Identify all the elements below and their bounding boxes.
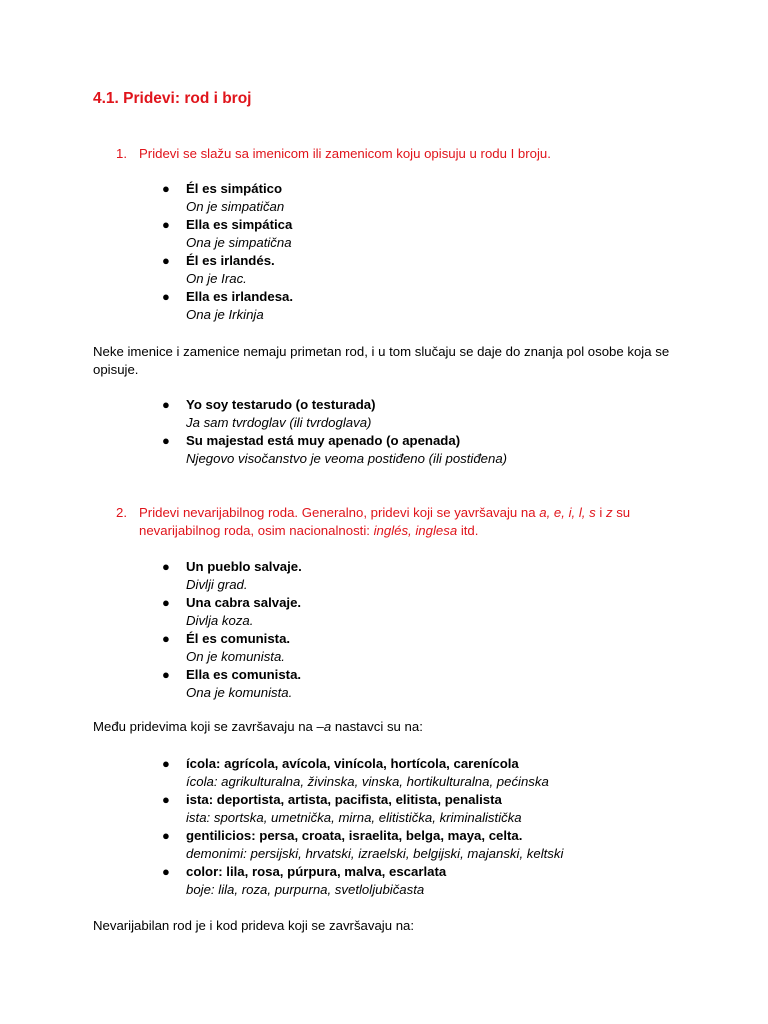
paragraph-text-part: Među pridevima koji se završavaju na – [93,719,324,734]
bullet-icon: ● [162,595,170,610]
spanish-example: color: lila, rosa, púrpura, malva, escarlata [186,864,447,879]
section-2-text-part: i [595,505,606,520]
serbian-translation: On je komunista. [186,649,285,664]
spanish-example: Él es simpático [186,181,283,196]
section-1-text: Pridevi se slažu sa imenicom ili zamenicom koju opisuju u rodu I broju. [139,146,551,161]
serbian-translation: Divlja koza. [186,613,254,628]
section-2-text-part: itd. [457,523,479,538]
spanish-example: Él es irlandés. [186,253,275,268]
section-2-examples [162,558,722,702]
spanish-example: Él es comunista. [186,631,291,646]
bullet-icon: ● [162,667,170,682]
spanish-example: Una cabra salvaje. [186,595,302,610]
section-1-number: 1. [116,146,127,161]
paragraph-text-part: nastavci su na: [331,719,423,734]
bullet-icon: ● [162,631,170,646]
suffix-emphasis: a [323,719,332,734]
list-item [162,594,722,630]
bullet-icon: ● [162,792,170,807]
list-item [162,791,722,827]
section-2-number: 2. [116,505,127,520]
spanish-example: Un pueblo salvaje. [186,559,302,574]
nationality-example: inglés, inglesa [373,523,458,538]
serbian-translation: boje: lila, roza, purpurna, svetloljubičasta [186,882,425,897]
bullet-icon: ● [162,433,170,448]
spanish-example: ícola: agrícola, avícola, vinícola, hortícola, carenícola [186,756,519,771]
serbian-translation: Ona je simpatična [186,235,292,250]
serbian-translation: ícola: agrikulturalna, živinska, vinska, hortikulturalna, pećinska [186,774,549,789]
serbian-translation: Ona je komunista. [186,685,293,700]
paragraph-gender: Neke imenice i zamenice nemaju primetan rod, i u tom slučaju se daje do znanja pol osobe koja se opisuje. [93,344,670,377]
list-item [162,288,722,324]
bullet-icon: ● [162,217,170,232]
spanish-example: Ella es irlandesa. [186,289,294,304]
bullet-icon: ● [162,864,170,879]
list-item [162,827,722,863]
section-2-text-part: Pridevi nevarijabilnog roda. Generalno, pridevi koji se yavršavaju na [139,505,540,520]
section-2-text-part: su nevarijabilnog roda, osim nacionalnosti: [139,505,631,538]
bullet-icon: ● [162,289,170,304]
list-item [162,558,722,594]
letters-emphasis: a, e, i, l, s [539,505,596,520]
spanish-example: Ella es comunista. [186,667,302,682]
serbian-translation: Divlji grad. [186,577,248,592]
section-2-heading [116,504,676,540]
section-2-text [139,504,676,540]
serbian-translation: demonimi: persijski, hrvatski, izraelski, belgijski, majanski, keltski [186,846,564,861]
list-item [162,180,722,216]
spanish-example: gentilicios: persa, croata, israelita, belga, maya, celta. [186,828,523,843]
suffix-examples [162,755,722,899]
list-item [162,666,722,702]
gender-examples [162,396,722,468]
section-1-examples [162,180,722,324]
list-item [162,216,722,252]
spanish-example: ista: deportista, artista, pacifista, elitista, penalista [186,792,502,807]
spanish-example: Yo soy testarudo (o testurada) [186,397,376,412]
section-1-heading [116,145,676,163]
list-item [162,396,722,432]
paragraph-invariable: Nevarijabilan rod je i kod prideva koji se završavaju na: [93,918,415,933]
serbian-translation: Ja sam tvrdoglav (ili tvrdoglava) [186,415,372,430]
letter-z-emphasis: z [605,505,613,520]
list-item [162,863,722,899]
page-title: 4.1. Pridevi: rod i broj [93,90,252,107]
serbian-translation: Njegovo visočanstvo je veoma postiđeno (ili postiđena) [186,451,508,466]
list-item [162,432,722,468]
list-item [162,252,722,288]
bullet-icon: ● [162,756,170,771]
bullet-icon: ● [162,828,170,843]
bullet-icon: ● [162,559,170,574]
serbian-translation: On je Irac. [186,271,247,286]
bullet-icon: ● [162,181,170,196]
serbian-translation: ista: sportska, umetnička, mirna, elitistička, kriminalistička [186,810,522,825]
spanish-example: Ella es simpática [186,217,293,232]
paragraph-suffixes [93,718,675,736]
bullet-icon: ● [162,397,170,412]
spanish-example: Su majestad está muy apenado (o apenada) [186,433,461,448]
list-item [162,755,722,791]
bullet-icon: ● [162,253,170,268]
serbian-translation: On je simpatičan [186,199,285,214]
serbian-translation: Ona je Irkinja [186,307,264,322]
list-item [162,630,722,666]
